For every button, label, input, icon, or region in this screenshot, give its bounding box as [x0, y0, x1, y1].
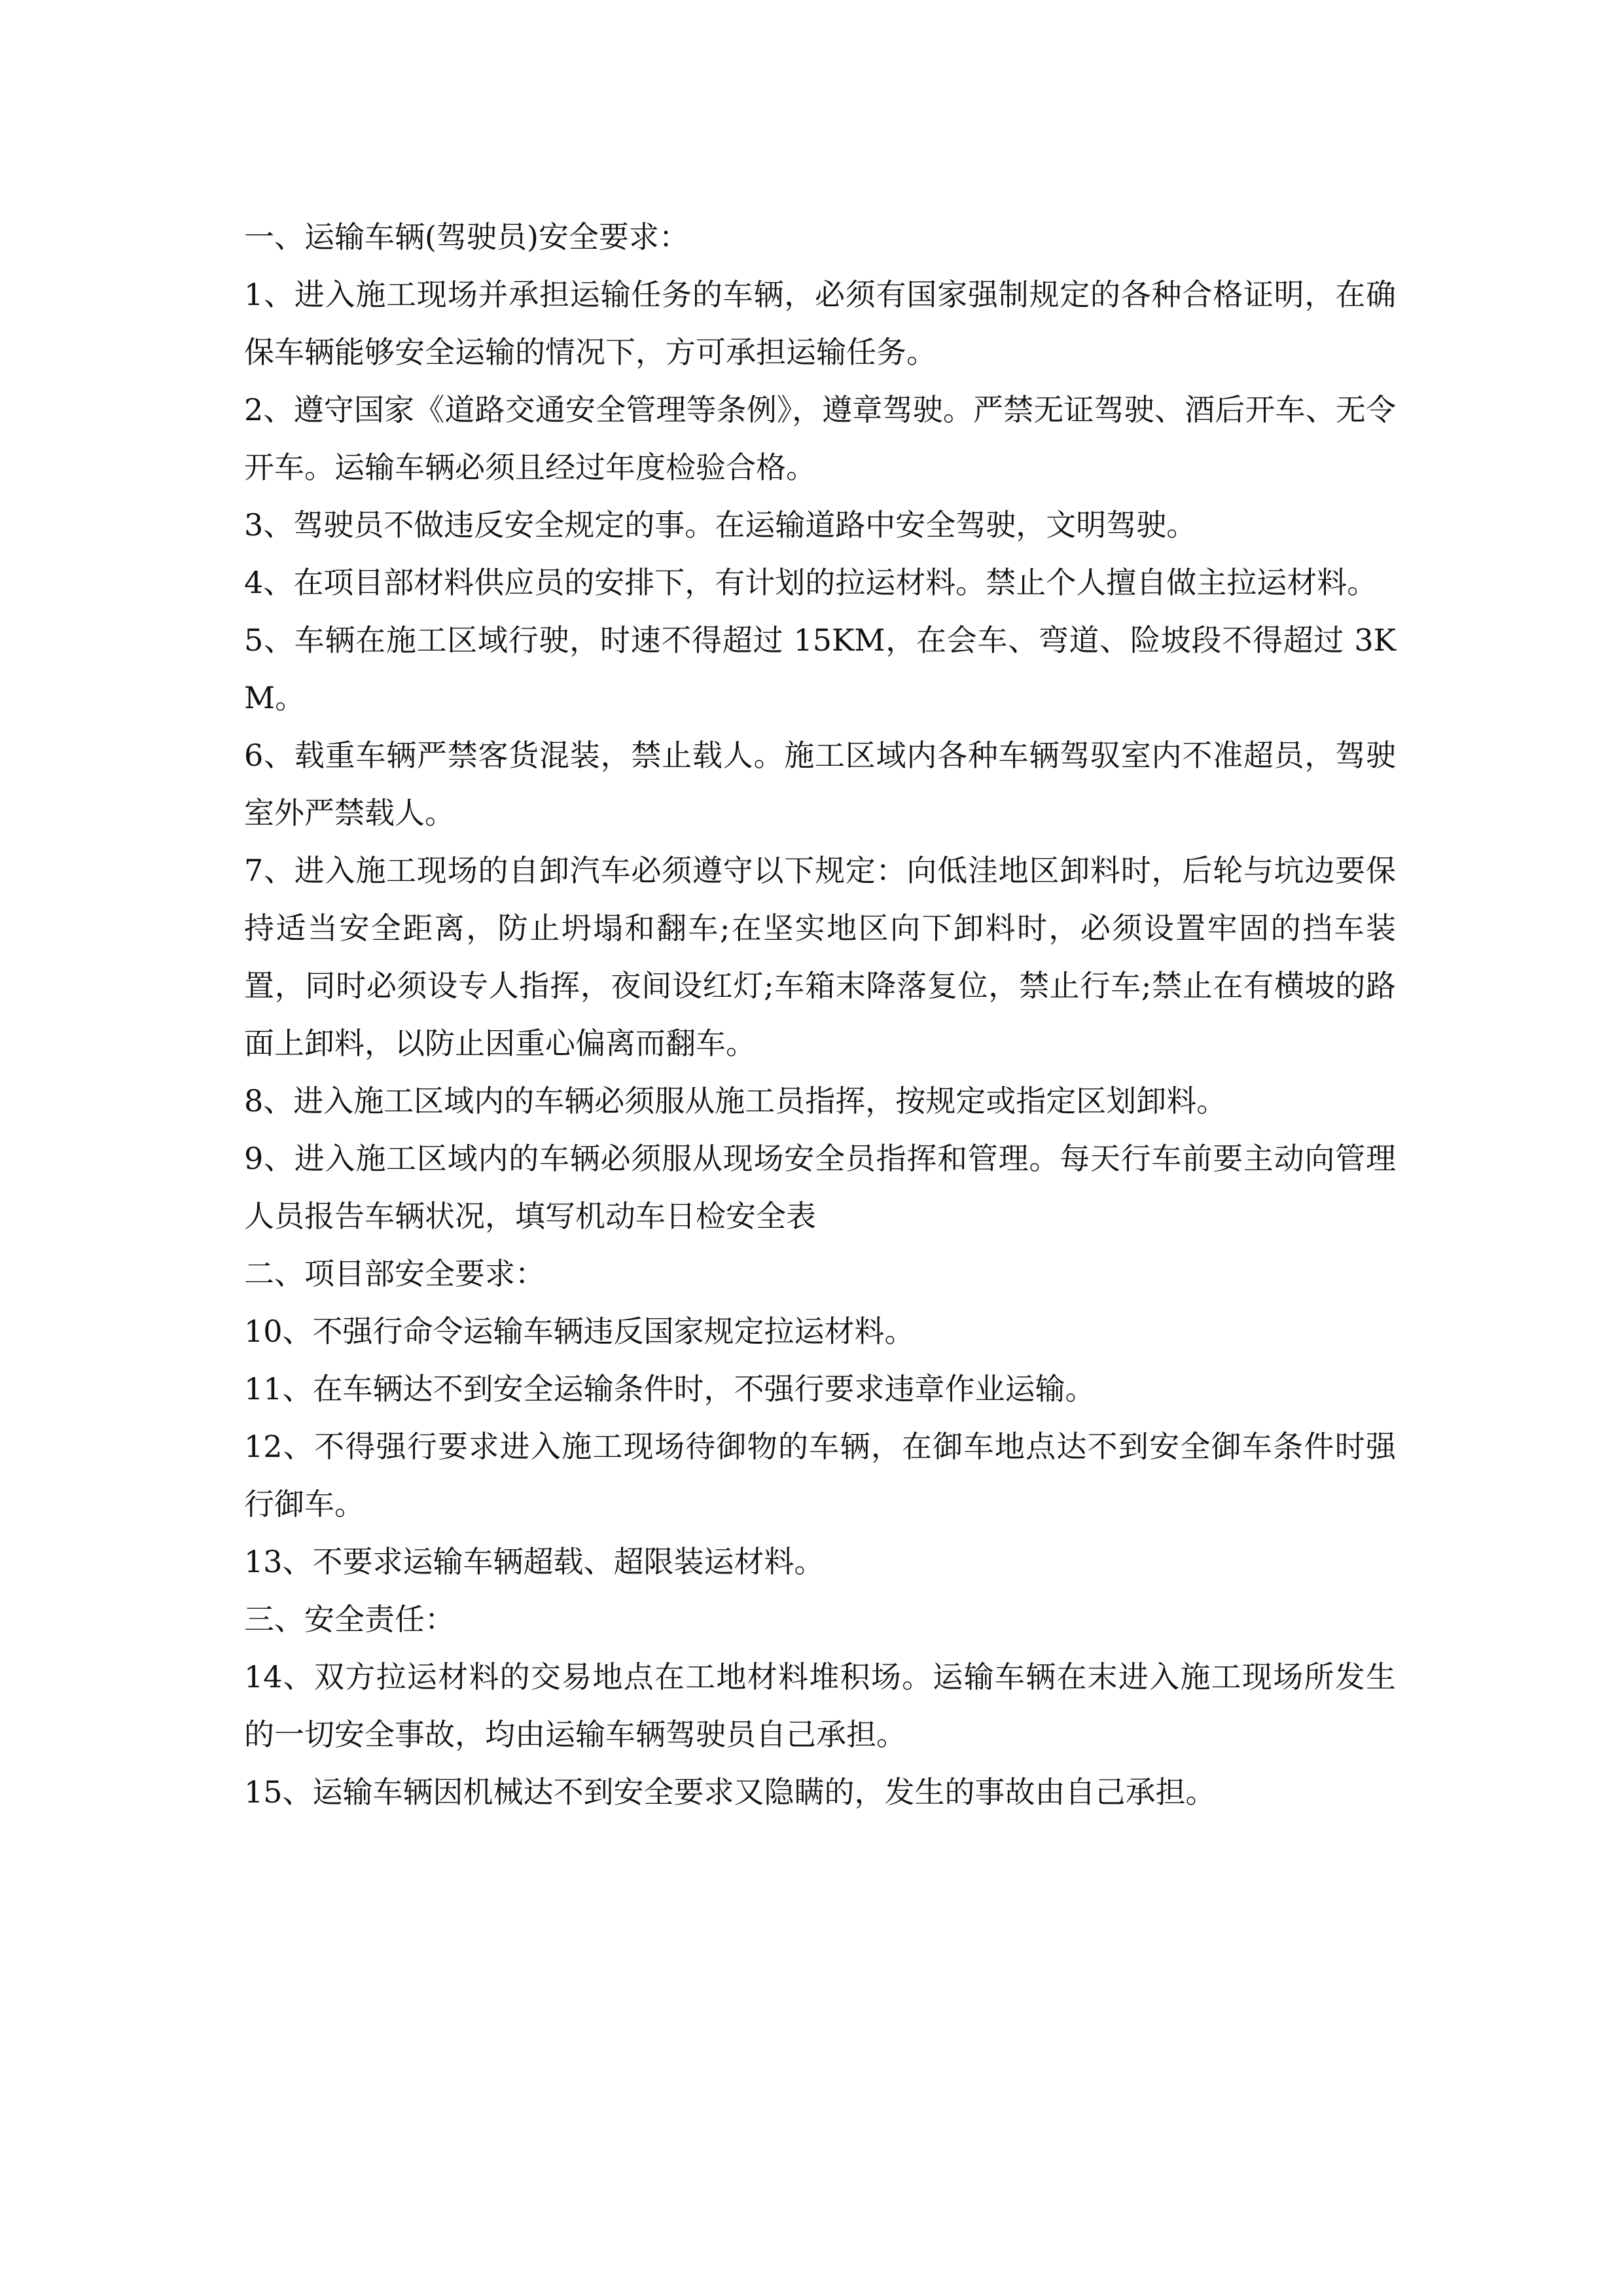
clause-10: 10、不强行命令运输车辆违反国家规定拉运材料。 [244, 1314, 915, 1349]
clause-13: 13、不要求运输车辆超载、超限装运材料。 [244, 1544, 825, 1579]
clause-11: 11、在车辆达不到安全运输条件时，不强行要求违章作业运输。 [244, 1371, 1096, 1407]
clause-12: 12、不得强行要求进入施工现场待御物的车辆，在御车地点达不到安全御车条件时强行御车。 [244, 1429, 1396, 1522]
clause-15: 15、运输车辆因机械达不到安全要求又隐瞒的，发生的事故由自己承担。 [244, 1774, 1216, 1810]
section-heading-project-safety: 二、项目部安全要求： [244, 1256, 545, 1291]
clause-8: 8、进入施工区域内的车辆必须服从施工员指挥，按规定或指定区划卸料。 [244, 1083, 1227, 1119]
clause-3: 3、驾驶员不做违反安全规定的事。在运输道路中安全驾驶，文明驾驶。 [244, 507, 1197, 543]
clause-14: 14、双方拉运材料的交易地点在工地材料堆积场。运输车辆在末进入施工现场所发生的一切安全事故，均由运输车辆驾驶员自己承担。 [244, 1659, 1396, 1752]
clause-4: 4、在项目部材料供应员的安排下，有计划的拉运材料。禁止个人擅自做主拉运材料。 [244, 565, 1378, 600]
clause-2: 2、遵守国家《道路交通安全管理等条例》，遵章驾驶。严禁无证驾驶、酒后开车、无令开车。运输车辆必须且经过年度检验合格。 [244, 392, 1396, 485]
clause-7: 7、进入施工现场的自卸汽车必须遵守以下规定：向低洼地区卸料时，后轮与坑边要保持适当安全距离，防止坍塌和翻车;在坚实地区向下卸料时，必须设置牢固的挡车装置，同时必须设专人指挥，夜间设红灯;车箱末降落复位，禁止行车;禁止在有横坡的路面上卸料，以防止因重心偏离而翻车。 [244, 853, 1396, 1061]
clause-9: 9、进入施工区域内的车辆必须服从现场安全员指挥和管理。每天行车前要主动向管理人员报告车辆状况，填写机动车日检安全表 [244, 1141, 1396, 1234]
document-body [244, 208, 1396, 1821]
clause-6: 6、载重车辆严禁客货混装，禁止载人。施工区域内各种车辆驾驭室内不准超员，驾驶室外严禁载人。 [244, 738, 1396, 831]
section-heading-vehicle-safety: 一、运输车辆(驾驶员)安全要求： [244, 219, 689, 255]
section-heading-safety-responsibility: 三、安全责任： [244, 1602, 455, 1637]
clause-1: 1、进入施工现场并承担运输任务的车辆，必须有国家强制规定的各种合格证明，在确保车辆能够安全运输的情况下，方可承担运输任务。 [244, 277, 1396, 370]
clause-5: 5、车辆在施工区域行驶，时速不得超过 15KM，在会车、弯道、险坡段不得超过 3KM。 [244, 622, 1396, 715]
